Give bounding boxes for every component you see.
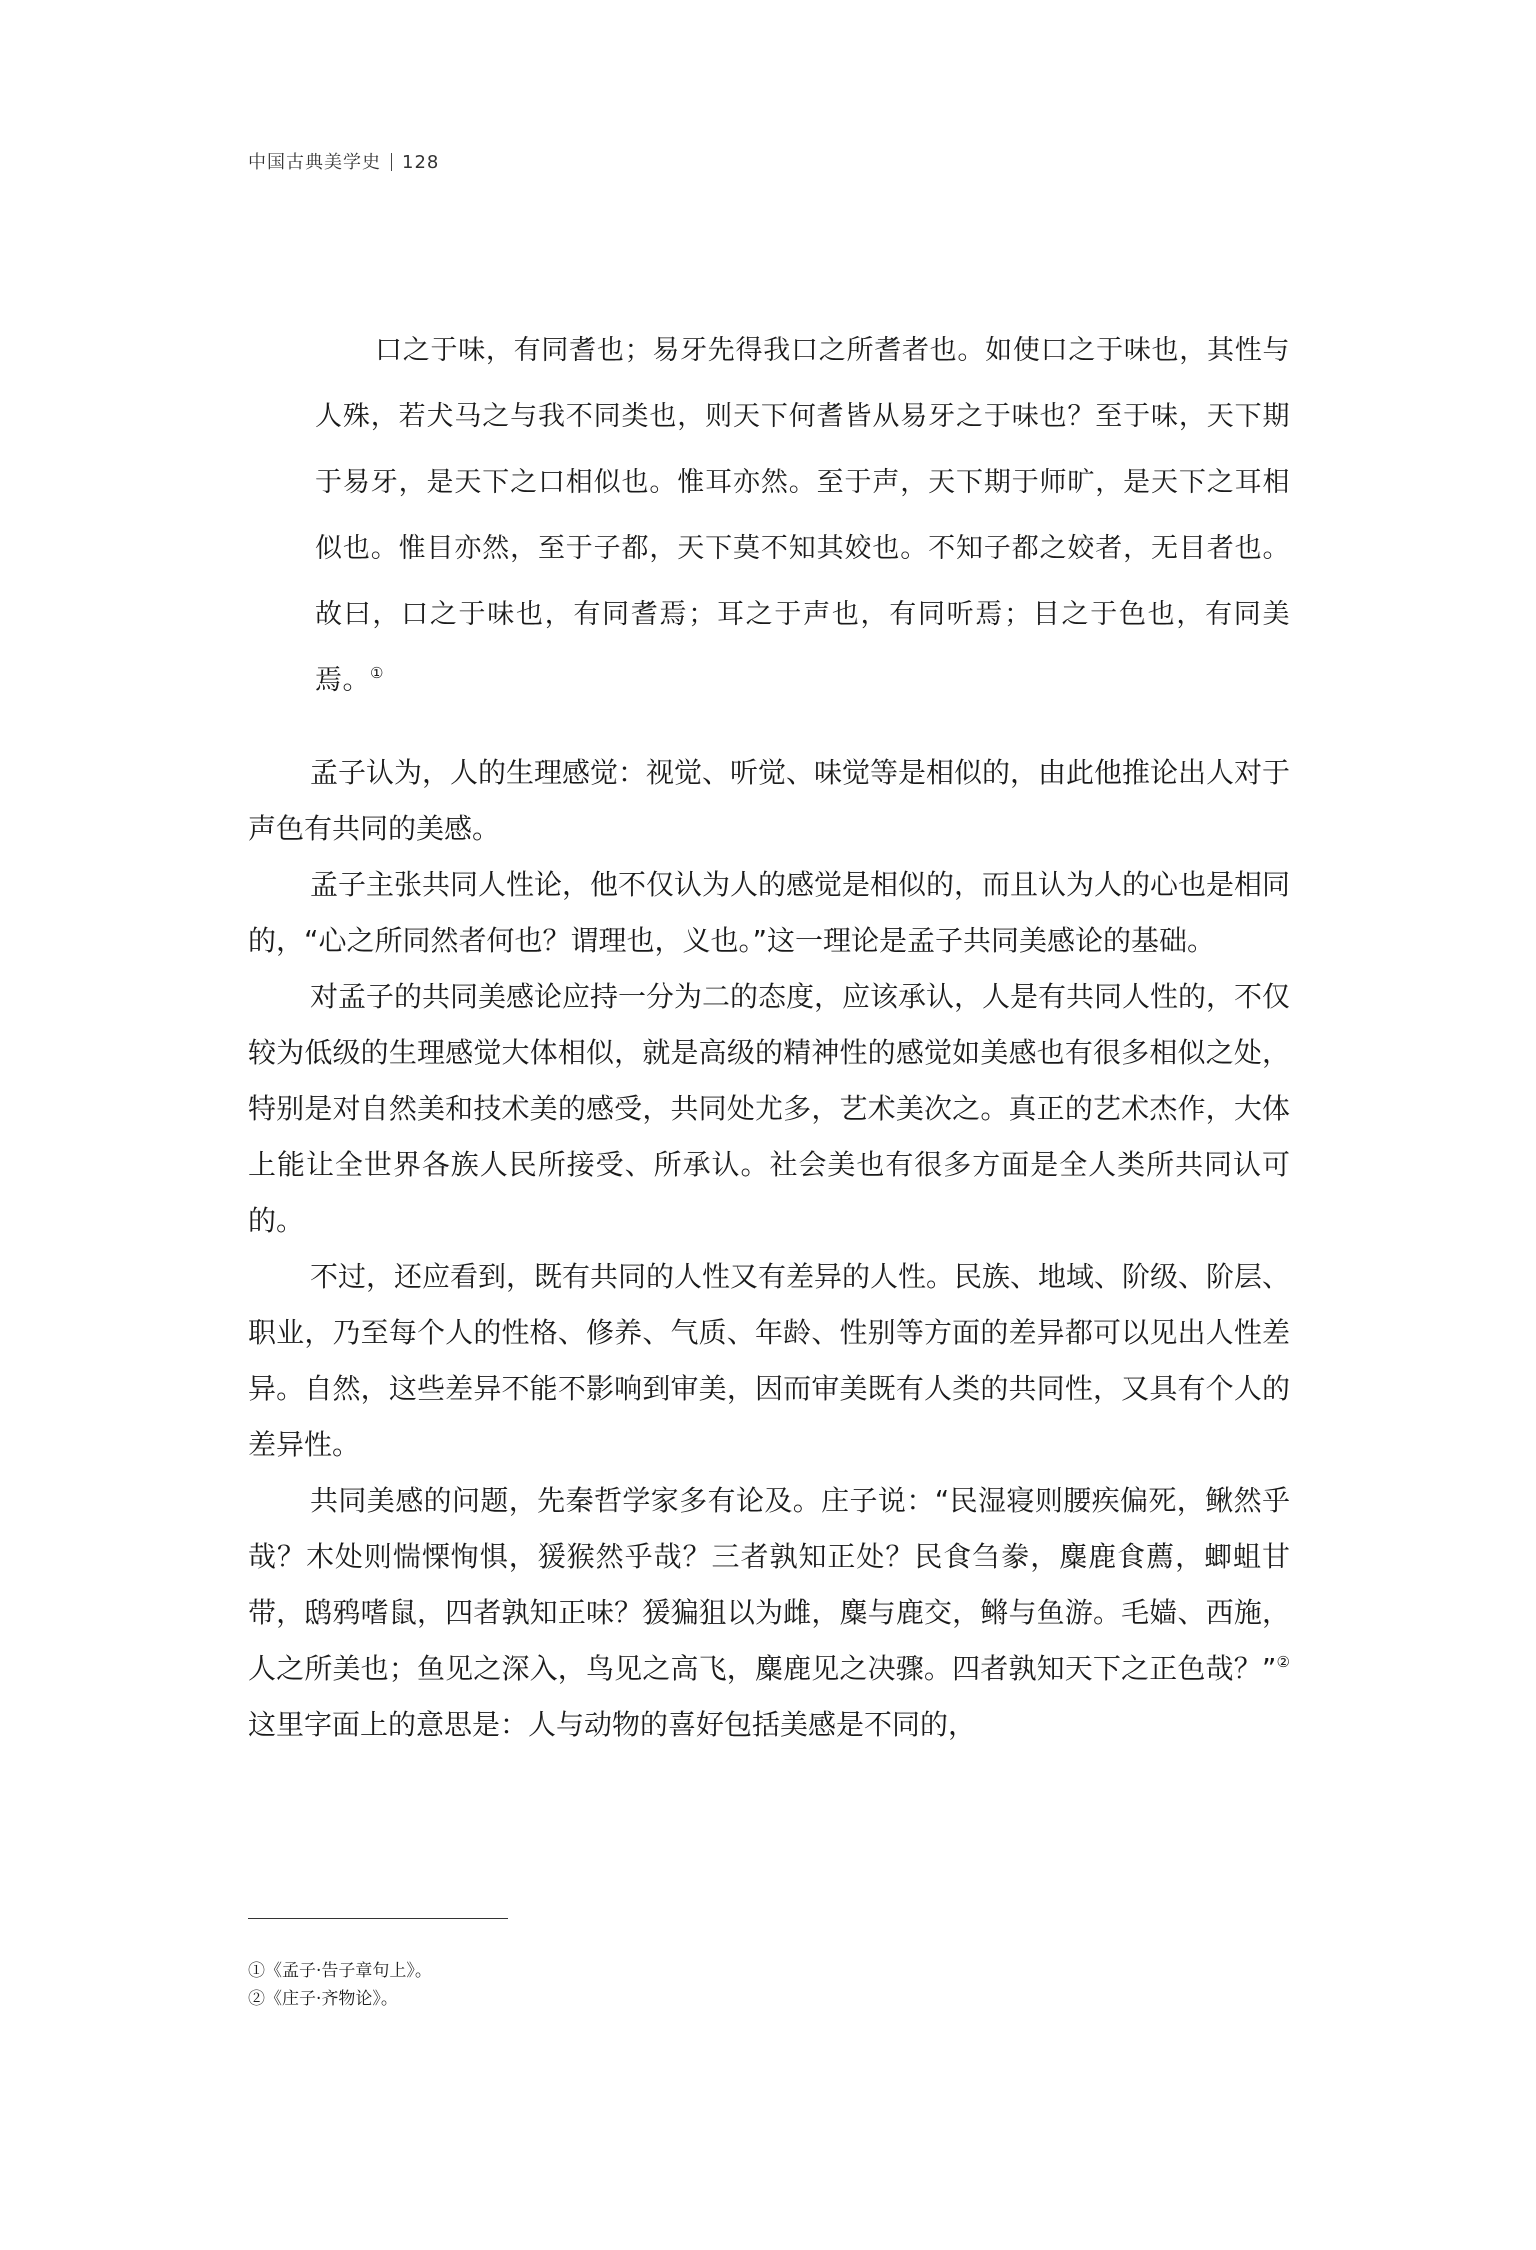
footnotes — [248, 1957, 432, 2013]
footnote-item — [248, 1985, 432, 2013]
quote-text: 口之于味，有同耆也；易牙先得我口之所耆者也。如使口之于味也，其性与人殊，若犬马之与我不同类也，则天下何耆皆从易牙之于味也？至于味，天下期于易牙，是天下之口相似也。惟耳亦然。至于声，天下期于师旷，是天下之耳相似也。惟目亦然，至于子都，天下莫不知其姣也。不知子都之姣者，无目者也。故曰，口之于味也，有同耆焉；耳之于声也，有同听焉；目之于色也，有同美焉。 — [315, 335, 1290, 696]
body-text — [248, 745, 1290, 1753]
page-number: 128 — [402, 152, 440, 173]
footnote-text: 《庄子·齐物论》。 — [265, 1989, 398, 2009]
footnote-divider — [248, 1918, 508, 1919]
running-head — [248, 148, 439, 174]
footnote-ref-1[interactable]: ① — [370, 664, 384, 682]
footnote-marker: ② — [248, 1989, 265, 2009]
book-title: 中国古典美学史 — [248, 152, 381, 173]
header-divider — [391, 153, 392, 171]
footnote-marker: ① — [248, 1961, 265, 1981]
footnote-text: 《孟子·告子章句上》。 — [265, 1961, 432, 1981]
paragraph: 孟子主张共同人性论，他不仅认为人的感觉是相似的，而且认为人的心也是相同的，“心之所同然者何也？谓理也，义也。”这一理论是孟子共同美感论的基础。 — [248, 868, 1291, 957]
footnote-item — [248, 1957, 432, 1985]
block-quote — [315, 318, 1290, 714]
paragraph — [248, 1473, 1290, 1753]
paragraph: 不过，还应看到，既有共同的人性又有差异的人性。民族、地域、阶级、阶层、职业，乃至每个人的性格、修养、气质、年龄、性别等方面的差异都可以见出人性差异。自然，这些差异不能不影响到审美，因而审美既有人类的共同性，又具有个人的差异性。 — [248, 1260, 1291, 1461]
paragraph-text: 这里字面上的意思是：人与动物的喜好包括美感是不同的， — [248, 1708, 977, 1741]
footnote-ref-2[interactable]: ② — [1276, 1653, 1291, 1671]
paragraph-text: 共同美感的问题，先秦哲学家多有论及。庄子说：“民湿寝则腰疾偏死，鳅然乎哉？木处则惴慄恂惧，猨猴然乎哉？三者孰知正处？民食刍豢，麋鹿食薦，蝍蛆甘带，鸱鸦嗜鼠，四者孰知正味？猨猵狙以为雌，麋与鹿交，鳉与鱼游。毛嫱、西施，人之所美也；鱼见之深入，鸟见之高飞，麋鹿见之决骤。四者孰知天下之正色哉？” — [248, 1484, 1290, 1685]
paragraph: 孟子认为，人的生理感觉：视觉、听觉、味觉等是相似的，由此他推论出人对于声色有共同的美感。 — [248, 756, 1291, 845]
paragraph: 对孟子的共同美感论应持一分为二的态度，应该承认，人是有共同人性的，不仅较为低级的生理感觉大体相似，就是高级的精神性的感觉如美感也有很多相似之处，特别是对自然美和技术美的感受，共同处尤多，艺术美次之。真正的艺术杰作，大体上能让全世界各族人民所接受、所承认。社会美也有很多方面是全人类所共同认可的。 — [248, 980, 1291, 1237]
